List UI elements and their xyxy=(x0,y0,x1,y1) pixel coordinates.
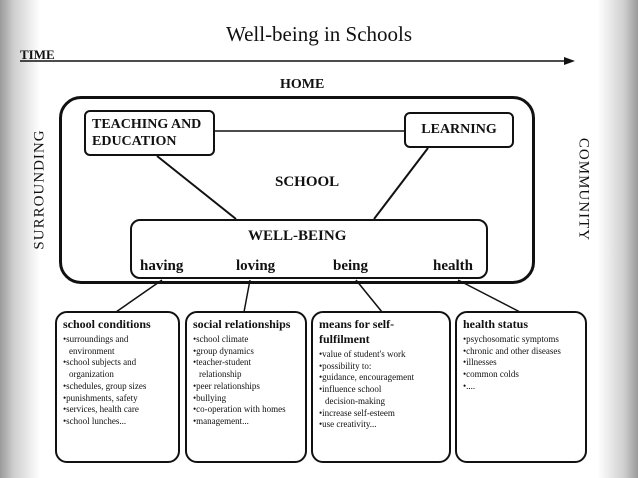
learning-box: LEARNING xyxy=(404,112,514,148)
card-item: •possibility to: xyxy=(319,360,372,371)
card-school-conditions xyxy=(55,311,180,463)
card-item: •school climate xyxy=(193,334,249,344)
teaching-education-box: TEACHING AND EDUCATION xyxy=(84,110,215,156)
card-title: social relationships xyxy=(193,317,291,331)
card-self-fulfilment xyxy=(311,311,451,463)
time-arrowhead xyxy=(564,57,575,65)
home-label: HOME xyxy=(280,77,325,92)
card-item: •common colds xyxy=(463,369,519,380)
card-item: •use creativity... xyxy=(319,419,377,430)
being-line xyxy=(356,280,382,312)
card-item: •peer relationships xyxy=(193,380,260,391)
health-line xyxy=(458,280,520,312)
card-item: •school subjects and xyxy=(63,357,137,368)
card-item: •management... xyxy=(193,415,249,426)
dimension-loving: loving xyxy=(236,258,276,274)
card-item: •value of student's work xyxy=(319,349,406,359)
card-title: health status xyxy=(463,317,529,331)
card-health-status xyxy=(455,311,587,463)
loving-line xyxy=(244,280,250,312)
dimension-being: being xyxy=(333,258,369,274)
card-item: •psychosomatic symptoms xyxy=(463,334,559,344)
time-label: TIME xyxy=(20,47,55,62)
card-item: •guidance, encouragement xyxy=(319,372,415,383)
wellbeing-label: WELL-BEING xyxy=(248,228,347,244)
dimension-having: having xyxy=(140,258,184,274)
school-label: SCHOOL xyxy=(275,174,340,190)
card-items xyxy=(193,334,299,428)
card-item: •schedules, group sizes xyxy=(63,380,147,391)
card-item: •bullying xyxy=(193,392,227,403)
card-item: •co-operation with homes xyxy=(193,404,286,415)
diagram-title: Well-being in Schools xyxy=(225,22,413,46)
card-item: •increase self-esteem xyxy=(319,407,395,418)
card-social-relationships xyxy=(185,311,307,463)
card-item: relationship xyxy=(199,369,242,380)
community-label: COMMUNITY xyxy=(575,137,592,242)
card-title: means for self-fulfilment xyxy=(319,317,395,346)
card-items xyxy=(63,334,172,428)
card-item: •chronic and other diseases xyxy=(463,345,561,356)
card-item: •illnesses xyxy=(463,357,497,368)
dimension-health: health xyxy=(433,258,474,274)
card-item: •.... xyxy=(463,380,476,391)
card-items xyxy=(463,334,579,393)
card-item: •school lunches... xyxy=(63,415,127,426)
card-item: decision-making xyxy=(325,395,385,406)
card-items xyxy=(319,349,443,431)
card-item: •influence school xyxy=(319,384,382,395)
card-item: •group dynamics xyxy=(193,345,254,356)
surrounding-label: SURROUNDING xyxy=(31,129,48,250)
card-item: •punishments, safety xyxy=(63,392,138,403)
card-item: •teacher-student xyxy=(193,357,251,368)
card-item: •services, health care xyxy=(63,404,139,415)
card-item: •surroundings and xyxy=(63,334,129,344)
card-item: environment xyxy=(69,345,115,356)
card-title: school conditions xyxy=(63,317,151,331)
card-item: organization xyxy=(69,369,114,380)
having-line xyxy=(116,280,162,312)
